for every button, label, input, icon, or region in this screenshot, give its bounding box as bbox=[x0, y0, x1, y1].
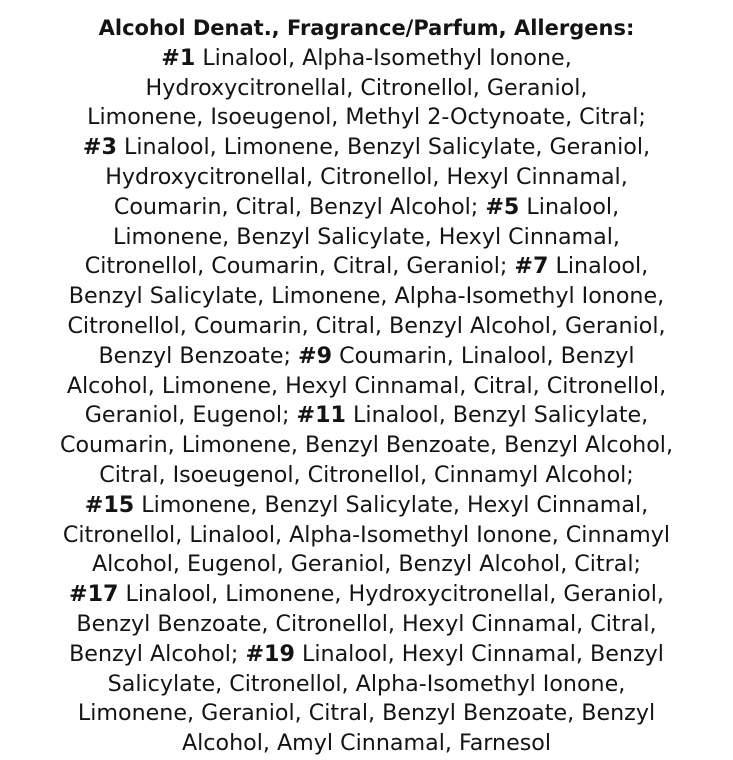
ingredient-line bbox=[0, 521, 733, 551]
product-number: #11 bbox=[296, 402, 346, 429]
ingredient-line bbox=[0, 640, 733, 670]
ingredient-line bbox=[0, 282, 733, 312]
ingredient-text: Citronellol, Linalool, Alpha-Isomethyl Ionone, Cinnamyl bbox=[62, 521, 671, 548]
product-number: #9 bbox=[298, 342, 333, 369]
ingredient-line bbox=[0, 699, 733, 729]
ingredient-list bbox=[0, 44, 733, 759]
ingredient-line bbox=[0, 163, 733, 193]
ingredient-line bbox=[0, 550, 733, 580]
product-number: #1 bbox=[161, 44, 196, 71]
ingredient-text: Coumarin, Limonene, Benzyl Benzoate, Benzyl Alcohol, bbox=[59, 432, 674, 459]
label-heading: Alcohol Denat., Fragrance/Parfum, Allergens: bbox=[98, 16, 635, 40]
ingredient-text: Coumarin, Citral, Benzyl Alcohol; bbox=[113, 193, 486, 220]
ingredient-text: Linalool, Hexyl Cinnamal, Benzyl bbox=[294, 640, 664, 667]
ingredient-text: Linalool, bbox=[548, 253, 649, 280]
ingredient-line bbox=[0, 103, 733, 133]
ingredient-line bbox=[0, 491, 733, 521]
product-number: #19 bbox=[245, 640, 295, 667]
ingredient-line bbox=[0, 74, 733, 104]
ingredient-text: Hydroxycitronellal, Citronellol, Hexyl Cinnamal, bbox=[105, 163, 628, 190]
ingredient-line bbox=[0, 342, 733, 372]
ingredient-text: Benzyl Benzoate; bbox=[98, 342, 299, 369]
product-number: #17 bbox=[69, 581, 119, 608]
ingredient-line bbox=[0, 372, 733, 402]
ingredient-text: Benzyl Salicylate, Limonene, Alpha-Isomethyl Ionone, bbox=[68, 283, 665, 310]
ingredient-line bbox=[0, 401, 733, 431]
ingredient-line bbox=[0, 133, 733, 163]
ingredient-text: Limonene, Benzyl Salicylate, Hexyl Cinnamal, bbox=[113, 223, 620, 250]
ingredient-line bbox=[0, 44, 733, 74]
product-number: #3 bbox=[82, 134, 117, 161]
ingredient-text: Limonene, Geraniol, Citral, Benzyl Benzoate, Benzyl bbox=[77, 700, 656, 727]
ingredient-text: Limonene, Isoeugenol, Methyl 2-Octynoate, Citral; bbox=[87, 104, 646, 131]
ingredient-text: Citronellol, Coumarin, Citral, Benzyl Alcohol, Geraniol, bbox=[67, 312, 666, 339]
ingredient-line bbox=[0, 461, 733, 491]
ingredient-line bbox=[0, 729, 733, 759]
product-number: #7 bbox=[514, 253, 549, 280]
ingredient-text: Benzyl Alcohol; bbox=[69, 640, 246, 667]
ingredient-text: Salicylate, Citronellol, Alpha-Isomethyl Ionone, bbox=[107, 670, 626, 697]
ingredient-text: Benzyl Benzoate, Citronellol, Hexyl Cinnamal, Citral, bbox=[76, 610, 657, 637]
ingredient-line bbox=[0, 193, 733, 223]
product-number: #5 bbox=[485, 193, 520, 220]
ingredient-line bbox=[0, 312, 733, 342]
ingredient-text: Linalool, Alpha-Isomethyl Ionone, bbox=[195, 44, 572, 71]
ingredient-line bbox=[0, 610, 733, 640]
ingredient-text: Coumarin, Linalool, Benzyl bbox=[332, 342, 635, 369]
ingredient-text: Hydroxycitronellal, Citronellol, Geraniol, bbox=[145, 74, 588, 101]
ingredient-text: Alcohol, Limonene, Hexyl Cinnamal, Citral, Citronellol, bbox=[66, 372, 667, 399]
ingredient-text: Citral, Isoeugenol, Citronellol, Cinnamyl Alcohol; bbox=[99, 461, 634, 488]
ingredient-text: Linalool, bbox=[519, 193, 620, 220]
ingredient-line bbox=[0, 580, 733, 610]
ingredient-line bbox=[0, 670, 733, 700]
ingredient-text: Linalool, Limonene, Hydroxycitronellal, Geraniol, bbox=[118, 581, 664, 608]
ingredient-text: Limonene, Benzyl Salicylate, Hexyl Cinnamal, bbox=[134, 491, 649, 518]
ingredient-line bbox=[0, 252, 733, 282]
ingredient-text: Geraniol, Eugenol; bbox=[84, 402, 297, 429]
ingredient-text: Alcohol, Eugenol, Geraniol, Benzyl Alcohol, Citral; bbox=[91, 551, 642, 578]
ingredient-text: Alcohol, Amyl Cinnamal, Farnesol bbox=[181, 730, 552, 757]
ingredient-text: Citronellol, Coumarin, Citral, Geraniol; bbox=[84, 253, 515, 280]
ingredient-line bbox=[0, 431, 733, 461]
ingredient-text: Linalool, Benzyl Salicylate, bbox=[345, 402, 649, 429]
ingredient-line bbox=[0, 223, 733, 253]
product-number: #15 bbox=[84, 491, 135, 518]
ingredient-text: Linalool, Limonene, Benzyl Salicylate, Geraniol, bbox=[116, 134, 651, 161]
